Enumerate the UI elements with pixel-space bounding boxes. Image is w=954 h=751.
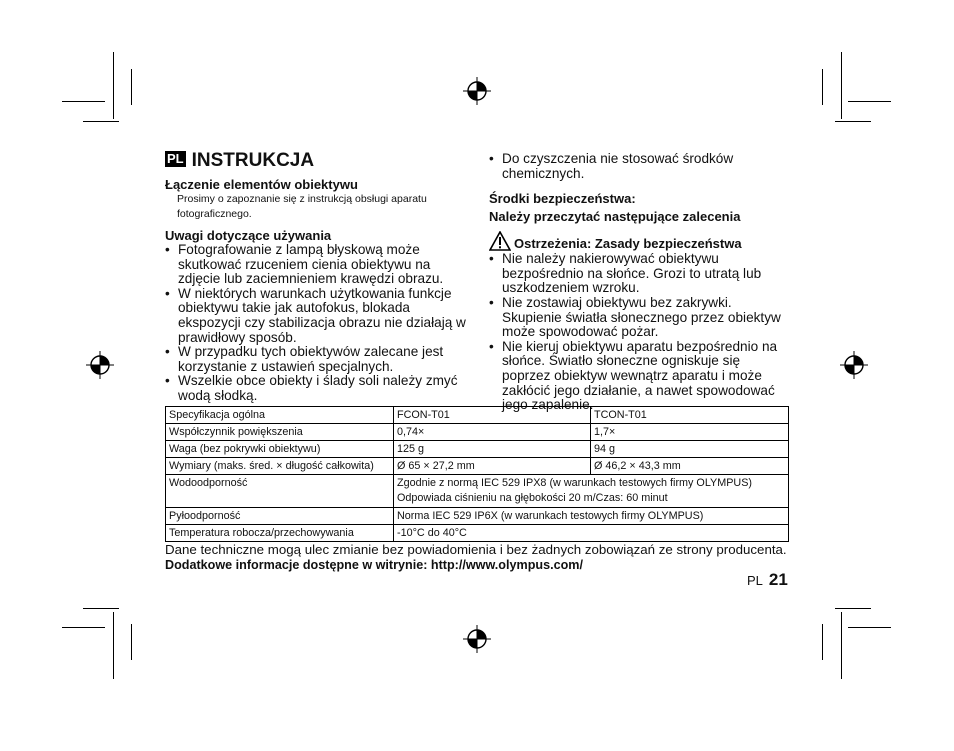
crop-mark [83, 121, 119, 122]
table-cell: FCON-T01 [394, 407, 591, 424]
section-heading: Uwagi dotyczące używania [165, 228, 332, 243]
crop-mark [83, 608, 119, 609]
website-info: Dodatkowe informacje dostępne w witrynie: http://www.olympus.com/ [165, 558, 583, 572]
specification-table [165, 406, 789, 542]
table-cell: -10°C do 40°C [394, 525, 789, 542]
list-item: • Nie kieruj obiektywu aparatu bezpośrednio na słońce. Światło słoneczne ogniskuje się poprzez obiektyw wewnątrz aparatu i może zakłócić jego działanie, a nawet spowodować jego zapalenie. [489, 340, 782, 413]
crop-mark [835, 121, 871, 122]
table-cell: Waga (bez pokrywki obiektywu) [166, 441, 394, 458]
left-column [165, 150, 470, 404]
table-cell: Wodoodporność [166, 475, 394, 508]
list-item: • Fotografowanie z lampą błyskową może skutkować rzuceniem cienia obiektywu na zdjęcie lub zaciemnieniem krawędzi obrazu. [165, 243, 470, 287]
table-row [166, 525, 789, 542]
crop-mark [848, 101, 891, 102]
crop-mark [822, 69, 823, 105]
page-title [165, 150, 470, 172]
safety-heading: Środki bezpieczeństwa: [489, 191, 636, 207]
crop-mark [62, 627, 105, 628]
table-cell: Ø 65 × 27,2 mm [394, 458, 591, 475]
table-row [166, 475, 789, 508]
table-cell: Zgodnie z normą IEC 529 IPX8 (w warunkach testowych firmy OLYMPUS) Odpowiada ciśnieniu na głębokości 20 m/Czas: 60 minut [394, 475, 789, 508]
usage-notes-list [165, 243, 470, 404]
list-item: • W przypadku tych obiektywów zalecane jest korzystanie z ustawień specjalnych. [165, 345, 470, 374]
section-text: Prosimy o zapoznanie się z instrukcją obsługi aparatu fotograficznego. [177, 193, 427, 220]
table-row [166, 407, 789, 424]
footnote: Dane techniczne mogą ulec zmianie bez powiadomienia i bez żadnych zobowiązań ze strony producenta. [165, 542, 787, 557]
list-item: • Do czyszczenia nie stosować środków chemicznych. [489, 152, 747, 181]
crop-mark [835, 608, 871, 609]
crop-mark [113, 612, 114, 679]
table-cell: Wymiary (maks. śred. × długość całkowita) [166, 458, 394, 475]
list-item: • W niektórych warunkach użytkowania funkcje obiektywu takie jak autofokus, blokada ekspozycji czy stabilizacja obrazu nie działają w prawidłowy sposób. [165, 287, 470, 345]
registration-mark-icon [86, 351, 114, 379]
title-text: INSTRUKCJA [191, 150, 315, 171]
cleaning-note [489, 152, 791, 181]
table-cell: TCON-T01 [591, 407, 789, 424]
table-row [166, 424, 789, 441]
table-row [166, 458, 789, 475]
crop-mark [848, 627, 891, 628]
crop-mark [841, 52, 842, 119]
crop-mark [131, 69, 132, 105]
table-row [166, 441, 789, 458]
list-item: • Nie zostawiaj obiektywu bez zakrywki. Skupienie światła słonecznego przez obiektyw może spowodować pożar. [489, 296, 791, 340]
table-cell: Temperatura robocza/przechowywania [166, 525, 394, 542]
list-item: • Wszelkie obce obiekty i ślady soli należy zmyć wodą słodką. [165, 374, 470, 403]
table-cell: Pyłoodporność [166, 508, 394, 525]
table-cell: 1,7× [591, 424, 789, 441]
registration-mark-icon [840, 351, 868, 379]
language-badge: PL [167, 151, 184, 166]
crop-mark [113, 52, 114, 119]
table-cell: Współczynnik powiększenia [166, 424, 394, 441]
section-heading: Łączenie elementów obiektywu [165, 177, 358, 192]
page-number: PL 21 [747, 570, 788, 589]
crop-mark [131, 624, 132, 660]
registration-mark-icon [463, 77, 491, 105]
safety-subheading: Należy przeczytać następujące zalecenia [489, 209, 741, 225]
table-cell: 94 g [591, 441, 789, 458]
warning-heading: Ostrzeżenia: Zasady bezpieczeństwa [489, 231, 791, 252]
right-column [489, 152, 791, 413]
crop-mark [822, 624, 823, 660]
table-cell: 0,74× [394, 424, 591, 441]
list-item: • Nie należy nakierowywać obiektywu bezpośrednio na słońce. Grozi to utratą lub uszkodzeniem wzroku. [489, 252, 762, 296]
warning-list [489, 252, 791, 413]
table-row [166, 508, 789, 525]
crop-mark [841, 612, 842, 679]
table-cell: Norma IEC 529 IP6X (w warunkach testowych firmy OLYMPUS) [394, 508, 789, 525]
table-cell: Specyfikacja ogólna [166, 407, 394, 424]
table-cell: 125 g [394, 441, 591, 458]
registration-mark-icon [463, 625, 491, 653]
warning-triangle-icon [489, 231, 511, 251]
crop-mark [62, 101, 105, 102]
table-cell: Ø 46,2 × 43,3 mm [591, 458, 789, 475]
